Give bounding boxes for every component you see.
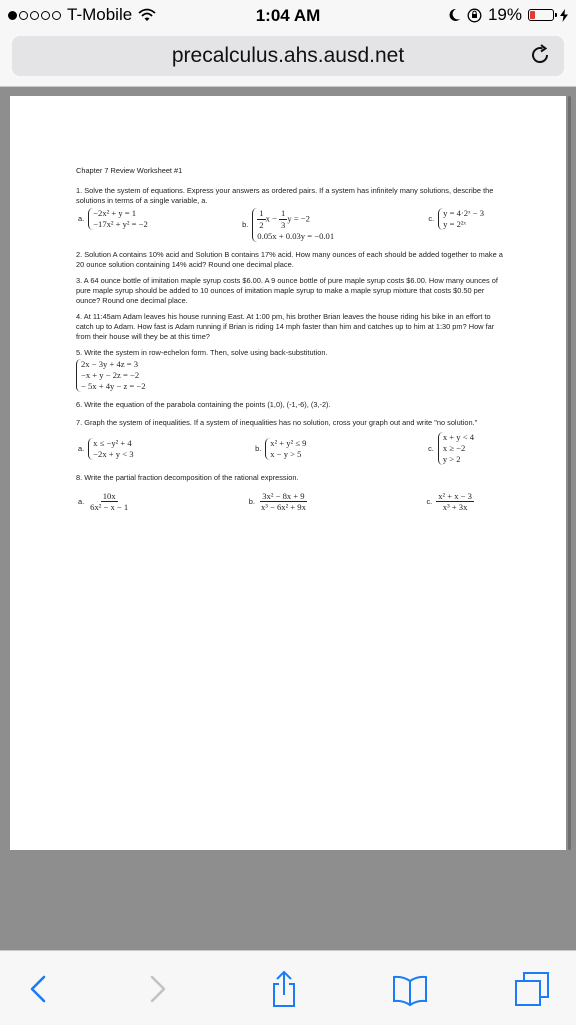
question-6: 6. Write the equation of the parabola containing the points (1,0), (-1,-6), (3,-2).	[76, 400, 331, 409]
status-right	[448, 5, 568, 25]
orientation-lock-icon	[467, 8, 482, 23]
eq-1b-1: $\frac{1}{2}$ x − $\frac{1}{3}$ y = −2	[259, 208, 310, 230]
clock: 1:04 AM	[255, 6, 321, 25]
system-1c	[428, 208, 484, 230]
battery-percent: 19%	[487, 5, 522, 24]
bookmarks-icon[interactable]	[390, 969, 430, 1009]
ineq-7c-3: y > 2	[442, 454, 461, 464]
ineq-7c-2: x ≥ −2	[442, 443, 466, 453]
system-7c	[428, 432, 474, 465]
worksheet-title: Chapter 7 Review Worksheet #1	[76, 166, 183, 175]
web-page[interactable]	[10, 96, 566, 850]
ineq-7b-2: x − y > 5	[270, 448, 302, 459]
expr-8b-den: x³ − 6x² + 9x	[260, 502, 306, 512]
question-5: 5. Write the system in row-echelon form. Then, solve using back-substitution.	[76, 348, 328, 357]
label-1b: b.	[242, 220, 249, 229]
expr-8a	[78, 491, 130, 512]
battery-icon	[528, 9, 554, 21]
question-7-systems	[76, 432, 504, 465]
eq-1a-2: −17x² + y² = −2	[93, 219, 148, 229]
expr-8b	[249, 491, 308, 512]
label-8a: a.	[78, 496, 85, 506]
carrier-label: T-Mobile	[67, 5, 133, 24]
back-icon[interactable]	[18, 969, 58, 1009]
label-1a: a.	[78, 214, 85, 223]
tabs-icon[interactable]	[512, 969, 552, 1009]
expr-8c-den: x³ + 3x	[442, 502, 468, 512]
question-1-systems	[76, 208, 504, 242]
question-7: 7. Graph the system of inequalities. If a system of inequalities has no solution, cross your graph out and write "no solution."	[76, 418, 478, 427]
label-7a: a.	[78, 443, 85, 453]
label-1c: c.	[428, 214, 435, 223]
question-1: 1. Solve the system of equations. Express your answers as ordered pairs. If a system has infinitely many solutions, describe the solutions in terms of a single variable, a.	[76, 186, 494, 205]
share-icon[interactable]	[264, 969, 304, 1009]
do-not-disturb-icon	[448, 8, 461, 22]
frac-half: $\frac{1}{2}$	[259, 208, 264, 230]
label-7c: c.	[428, 443, 434, 453]
question-2: 2. Solution A contains 10% acid and Solution B contains 17% acid. How many ounces of each should be added together to make a 20 ounce solution containing 14% acid? Round one decimal place.	[76, 250, 503, 269]
question-3: 3. A 64 ounce bottle of imitation maple syrup costs $6.00. A 9 ounce bottle of pure maple syrup costs $6.00. How many ounces of pure maple syrup should be added to 10 ounces of imitation maple syrup to make a maple syrup mixture that costs $0.50 per ounce? Round one decimal place.	[76, 276, 498, 305]
ineq-7c-1: x + y < 4	[442, 432, 474, 442]
eq-1c-2: y = 2²ˣ	[443, 219, 466, 229]
expr-8a-den: 6x² − x − 1	[90, 502, 129, 512]
expr-8a-num: 10x	[102, 491, 116, 501]
expr-8c	[426, 491, 474, 512]
url-text[interactable]: precalculus.ahs.ausd.net	[171, 44, 405, 67]
status-bar	[0, 0, 576, 34]
ineq-7b-1: x² + y² ≤ 9	[270, 437, 307, 448]
frac-third: $\frac{1}{3}$	[281, 208, 286, 230]
address-bar-area	[0, 34, 576, 87]
expr-8c-num: x² + x − 3	[438, 491, 472, 501]
eq-5-3: − 5x + 4y − z = −2	[81, 381, 146, 391]
expr-8b-num: 3x² − 8x + 9	[262, 491, 305, 501]
system-7a	[78, 438, 134, 460]
question-8-expressions	[76, 491, 504, 512]
ineq-7a-2: −2x + y < 3	[93, 448, 134, 459]
forward-icon[interactable]	[138, 969, 178, 1009]
label-8c: c.	[426, 496, 433, 506]
eq-1b-2: 0.05x + 0.03y = −0.01	[257, 231, 335, 241]
eq-5-2: −x + y − 2z = −2	[81, 370, 140, 380]
label-8b: b.	[248, 496, 255, 506]
eq-1a-1: −2x² + y = 1	[93, 208, 137, 218]
worksheet	[76, 166, 504, 520]
system-1a	[78, 208, 148, 230]
ineq-7a-1: x ≤ −y² + 4	[93, 437, 132, 448]
system-5	[76, 359, 504, 392]
eq-1c-1: y = 4·2ˣ − 3	[443, 208, 484, 218]
question-8: 8. Write the partial fraction decomposition of the rational expression.	[76, 473, 299, 482]
eq-5-1: 2x − 3y + 4z = 3	[81, 359, 139, 369]
reload-icon[interactable]	[528, 43, 552, 67]
system-1b	[242, 208, 334, 242]
bottom-toolbar	[0, 950, 576, 1025]
label-7b: b.	[255, 443, 262, 453]
question-4: 4. At 11:45am Adam leaves his house running East. At 1:00 pm, his brother Brian leaves the house riding his bike in an effort to catch up to Adam. How fast is Adam running if Brian is riding 14 mph faster than him and catches up to him at 1:30 pm? How far from their house will they be at this time?	[76, 312, 495, 341]
address-bar[interactable]	[12, 36, 564, 76]
page-scrollbar[interactable]	[568, 96, 571, 850]
system-7b	[255, 438, 306, 460]
charging-icon	[560, 9, 568, 22]
